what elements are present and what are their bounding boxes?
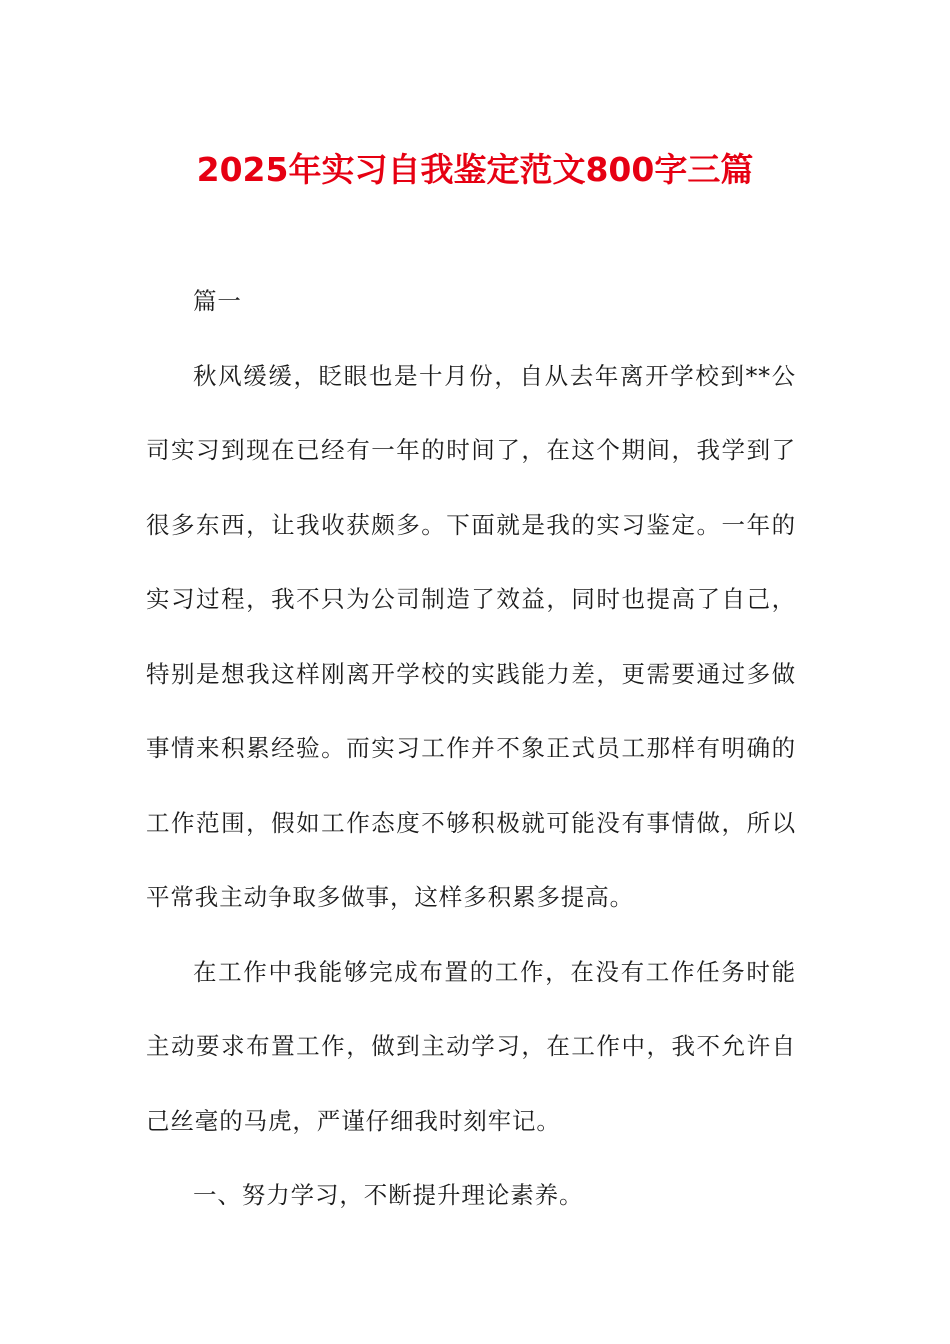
section-label: 篇一 [193, 287, 242, 315]
subheading: 一、努力学习，不断提升理论素养。 [193, 1181, 584, 1209]
paragraph-2: 在工作中我能够完成布置的工作，在没有工作任务时能主动要求布置工作，做到主动学习，在工作中，我不允许自己丝毫的马虎，严谨仔细我时刻牢记。 [146, 957, 796, 1135]
document-title: 2025年实习自我鉴定范文800字三篇 [196, 150, 754, 189]
document-body [146, 264, 796, 1233]
paragraph-1: 秋风缓缓，眨眼也是十月份，自从去年离开学校到**公司实习到现在已经有一年的时间了，在这个期间，我学到了很多东西，让我收获颇多。下面就是我的实习鉴定。一年的实习过程，我不只为公司制造了效益，同时也提高了自己，特别是想我这样刚离开学校的实践能力差，更需要通过多做事情来积累经验。而实习工作并不象正式员工那样有明确的工作范围，假如工作态度不够积极就可能没有事情做，所以平常我主动争取多做事，这样多积累多提高。 [146, 361, 796, 911]
